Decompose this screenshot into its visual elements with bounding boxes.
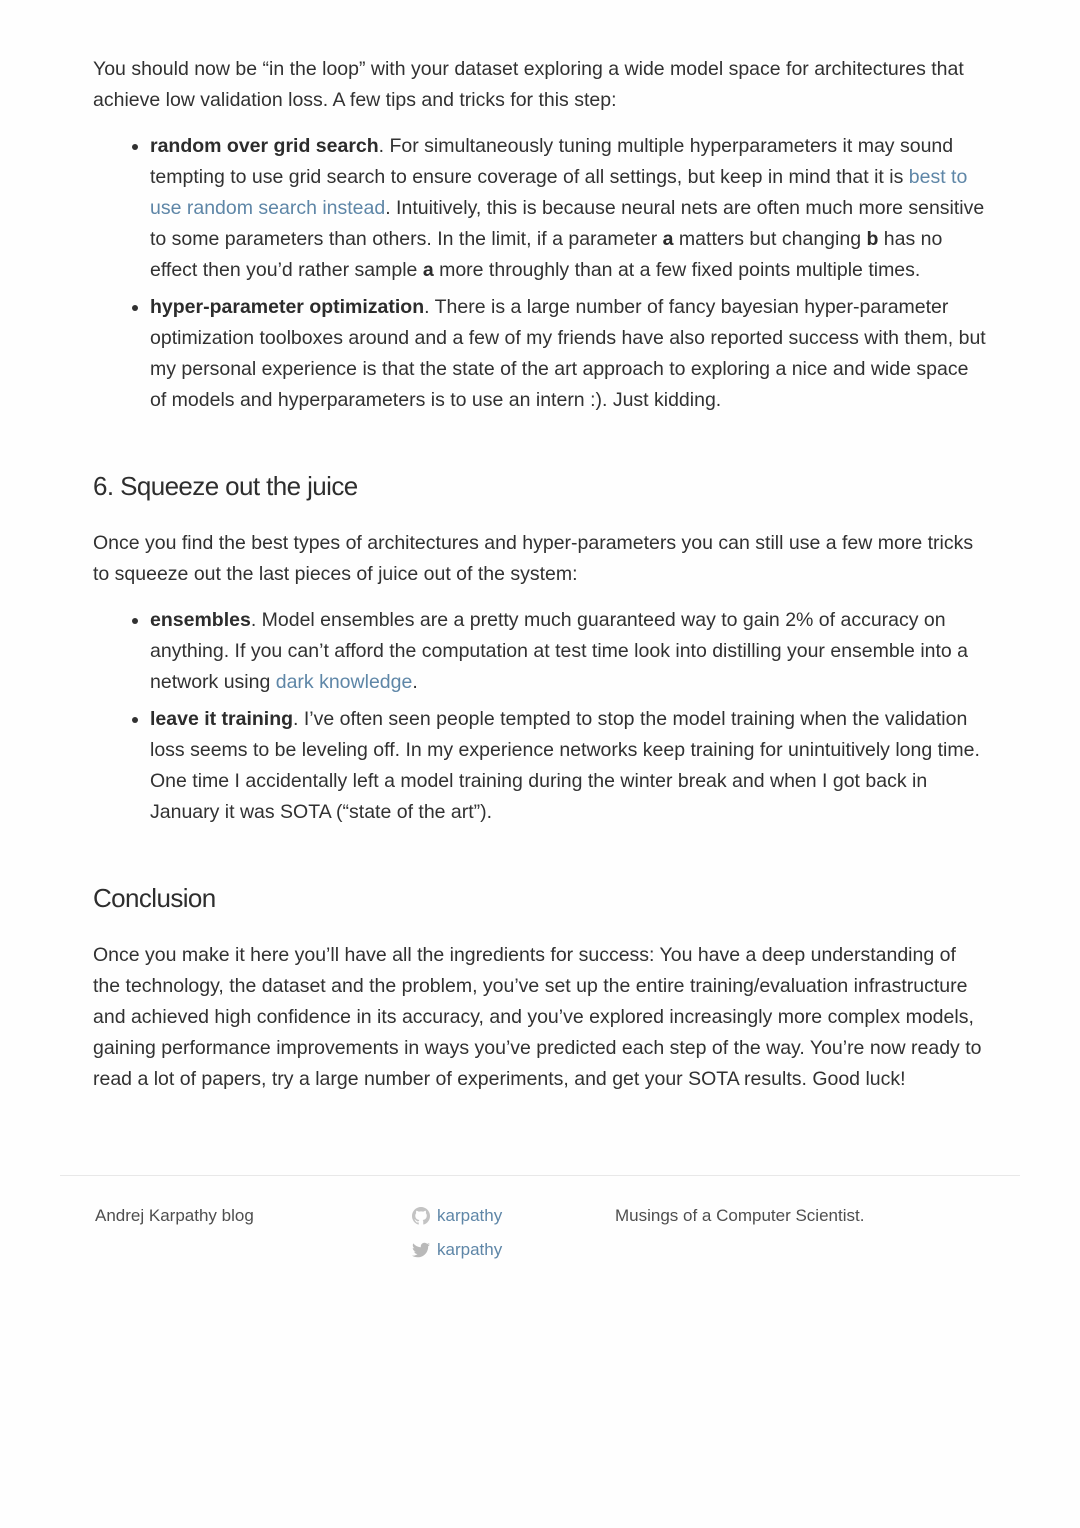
- footer-columns: [60, 1204, 1020, 1271]
- github-profile-link[interactable]: karpathy: [437, 1206, 503, 1225]
- list-item-leave-it-training: [150, 704, 986, 828]
- site-tagline: Musings of a Computer Scientist.: [615, 1206, 865, 1225]
- text-segment: has no effect then you’d rather sample: [150, 228, 943, 281]
- squeeze-list: [131, 605, 986, 828]
- footer-social-column: [412, 1204, 615, 1271]
- bullet-term: leave it training: [150, 708, 294, 730]
- footer-tagline-column: [615, 1204, 1020, 1229]
- text-segment: more throughly than at a few fixed points multiple times.: [433, 259, 921, 281]
- text-segment: . There is a large number of fancy bayesian hyper-parameter optimization toolboxes around and a few of my friends have also reported success with them, but my personal experience is that the state of the art approach to exploring a nice and wide space of models and hyperparameters is to use an intern :). Just kidding.: [150, 296, 986, 411]
- section-heading-conclusion: Conclusion: [93, 883, 216, 913]
- text-segment: . Model ensembles are a pretty much guaranteed way to gain 2% of accuracy on anything. If you can’t afford the computation at test time look into distilling your ensemble into a network using: [150, 609, 969, 693]
- list-item-ensembles: [150, 605, 986, 698]
- section-heading-squeeze-out-the-juice: 6. Squeeze out the juice: [93, 471, 358, 501]
- text-segment: .: [412, 671, 418, 693]
- site-footer: [60, 1175, 1020, 1311]
- github-row: [412, 1204, 615, 1229]
- list-item-hyper-parameter-optimization: [150, 292, 986, 416]
- conclusion-paragraph: Once you make it here you’ll have all the ingredients for success: You have a deep understanding of the technology, the dataset and the problem, you’ve set up the entire training/evaluation infrastructure and achieved high confidence in its accuracy, and you’ve explored increasingly more complex models, gaining performance improvements in ways you’ve predicted each step of the way. You’re now ready to read a lot of papers, try a large number of experiments, and get your SOTA results. Good luck!: [93, 944, 982, 1090]
- twitter-icon: [412, 1241, 430, 1259]
- text-segment: matters but changing: [673, 228, 867, 250]
- github-icon: [412, 1207, 430, 1225]
- param-b: b: [866, 228, 879, 250]
- text-segment: . For simultaneously tuning multiple hyperparameters it may sound tempting to use grid search to ensure coverage of all settings, but keep in mind that it is: [150, 135, 954, 188]
- param-a: a: [662, 228, 674, 250]
- squeeze-intro-paragraph: Once you find the best types of architectures and hyper-parameters you can still use a few more tricks to squeeze out the last pieces of juice out of the system:: [93, 532, 974, 585]
- bullet-term: random over grid search: [150, 135, 379, 157]
- twitter-profile-link[interactable]: karpathy: [437, 1239, 503, 1259]
- param-a: a: [422, 259, 434, 281]
- text-segment: . I’ve often seen people tempted to stop the model training when the validation loss seems to be leveling off. In my experience networks keep training for unintuitively long time. One time I accidentally left a model training during the winter break and when I got back in January it was SOTA (“state of the art”).: [150, 708, 980, 823]
- twitter-row: [412, 1238, 615, 1263]
- random-search-link[interactable]: best to use random search instead: [150, 166, 968, 219]
- footer-site-name-column: [95, 1204, 412, 1229]
- bullet-term: hyper-parameter optimization: [150, 296, 425, 318]
- text-segment: . Intuitively, this is because neural nets are often much more sensitive to some parameters than others. In the limit, if a parameter: [150, 197, 985, 250]
- intro-paragraph: You should now be “in the loop” with your dataset exploring a wide model space for architectures that achieve low validation loss. A few tips and tricks for this step:: [93, 58, 964, 111]
- list-item-random-over-grid-search: [150, 131, 986, 286]
- tips-list: [131, 131, 986, 416]
- site-name: Andrej Karpathy blog: [95, 1206, 254, 1225]
- bullet-term: ensembles: [150, 609, 251, 631]
- dark-knowledge-link[interactable]: dark knowledge: [275, 671, 413, 693]
